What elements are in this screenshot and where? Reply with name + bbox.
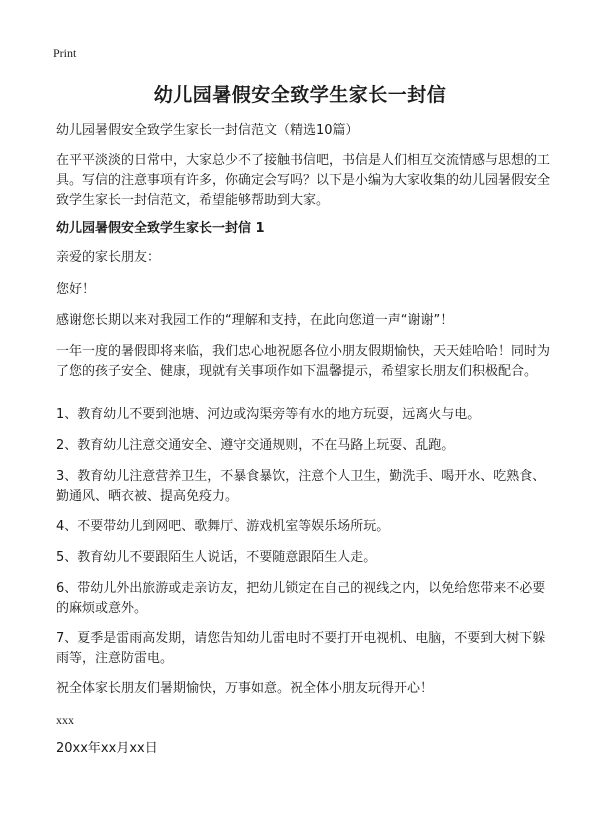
letter-greeting: 您好！ <box>56 282 96 297</box>
letter-date: 20xx年xx月xx日 <box>56 741 158 756</box>
list-item: 6、带幼儿外出旅游或走亲访友，把幼儿锁定在自己的视线之内，以免给您带来不必要的麻烦或意外。 <box>56 581 546 616</box>
list-item: 7、夏季是雷雨高发期，请您告知幼儿雷电时不要打开电视机、电脑，不要到大树下躲雨等，注意防雷电。 <box>56 631 546 666</box>
print-link[interactable]: Print <box>53 46 77 60</box>
list-item: 3、教育幼儿注意营养卫生，不暴食暴饮，注意个人卫生，勤洗手、喝开水、吃熟食、勤通风、晒衣被、提高免疫力。 <box>56 469 546 504</box>
letter-closing: 祝全体家长朋友们暑期愉快，万事如意。祝全体小朋友玩得开心！ <box>56 681 434 696</box>
section-heading: 幼儿园暑假安全致学生家长一封信 1 <box>56 221 265 236</box>
letter-salutation: 亲爱的家长朋友： <box>56 250 161 265</box>
intro-paragraph: 在平平淡淡的日常中，大家总少不了接触书信吧，书信是人们相互交流情感与思想的工具。写信的注意事项有许多，你确定会写吗？以下是小编为大家收集的幼儿园暑假安全致学生家长一封信范文，希望能够帮助到大家。 <box>56 153 551 208</box>
list-item: 5、教育幼儿不要跟陌生人说话，不要随意跟陌生人走。 <box>56 550 377 565</box>
letter-signature: xxx <box>56 713 74 727</box>
list-item: 1、教育幼儿不要到池塘、河边或沟渠旁等有水的地方玩耍，远离火与电。 <box>56 407 481 422</box>
list-item: 4、不要带幼儿到网吧、歌舞厅、游戏机室等娱乐场所玩。 <box>56 519 390 534</box>
letter-thanks: 感谢您长期以来对我园工作的“理解和支持，在此向您道一声“谢谢”！ <box>56 313 454 328</box>
page-title: 幼儿园暑假安全致学生家长一封信 <box>153 84 447 106</box>
document-subtitle: 幼儿园暑假安全致学生家长一封信范文（精选10篇） <box>56 123 359 138</box>
list-item: 2、教育幼儿注意交通安全、遵守交通规则，不在马路上玩耍、乱跑。 <box>56 438 455 453</box>
letter-notice-paragraph: 一年一度的暑假即将来临，我们忠心地祝愿各位小朋友假期愉快，天天娃哈哈！同时为了您的孩子安全、健康，现就有关事项作如下温馨提示，希望家长朋友们积极配合。 <box>56 344 551 379</box>
